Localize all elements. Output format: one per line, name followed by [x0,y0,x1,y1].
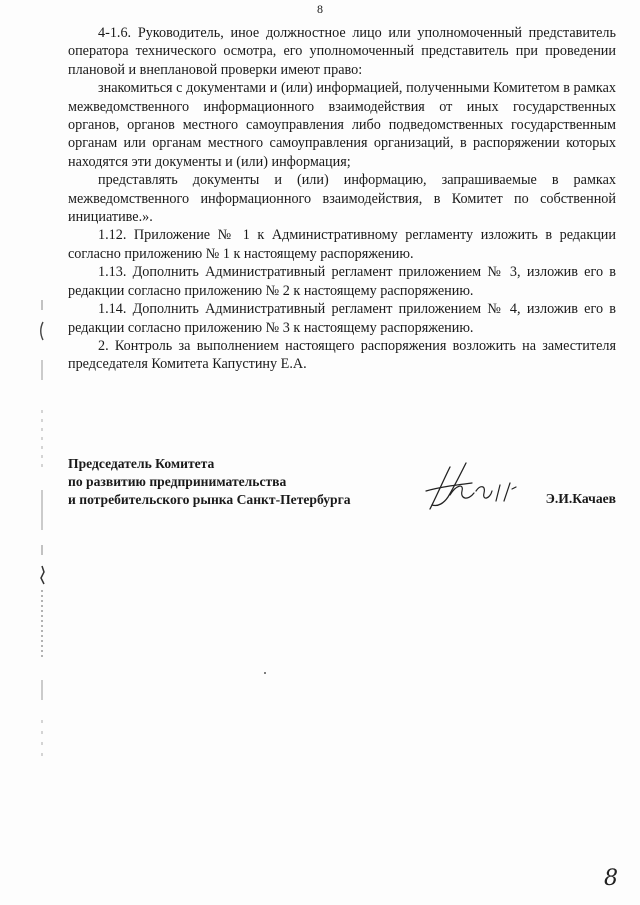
paragraph-1-12: 1.12. Приложение № 1 к Административному регламенту изложить в редакции согласно приложению № 1 к настоящему распоряжению. [68,227,616,262]
paragraph-familiarize: знакомиться с документами и (или) информацией, полученными Комитетом в рамках межведомственного информационного взаимодействия от иных государственных органов, органов местного самоуправления либо подведомственных государственным органам или органам местного самоуправления организаций, в распоряжении которых находятся эти документы и (или) информация; [68,80,616,170]
paragraph-submit-documents: представлять документы и (или) информацию, запрашиваемые в рамках межведомственного информационного взаимодействия, в Комитет по собственной инициативе.». [68,172,616,226]
paragraph-1-14: 1.14. Дополнить Административный регламент приложением № 4, изложив его в редакции согласно приложению № 3 к настоящему распоряжению. [68,301,616,336]
signatory-title-line: и потребительского рынка Санкт-Петербурга [68,492,351,507]
paragraph-1-13: 1.13. Дополнить Административный регламент приложением № 3, изложив его в редакции согласно приложению № 2 к настоящему распоряжению. [68,264,616,299]
signatory-title [68,455,351,509]
margin-scan-marks [38,300,50,760]
signature-block [68,455,616,515]
page-number: 8 [317,2,323,16]
paragraph-2-control: 2. Контроль за выполнением настоящего распоряжения возложить на заместителя председателя Комитета Капустину Е.А. [68,337,616,373]
paragraph-4-1-6: 4-1.6. Руководитель, иное должностное лицо или уполномоченный представитель оператора технического осмотра, его уполномоченный представитель при проведении плановой и внеплановой проверки имеют право: [68,25,616,78]
signatory-name: Э.И.Качаев [545,491,616,506]
signatory-title-line: Председатель Комитета [68,456,215,471]
handwritten-page-number: 8 [604,866,618,891]
document-body [68,24,616,374]
signatory-title-line: по развитию предпринимательства [68,474,287,489]
handwritten-signature [420,461,530,519]
scan-speck [264,672,266,674]
